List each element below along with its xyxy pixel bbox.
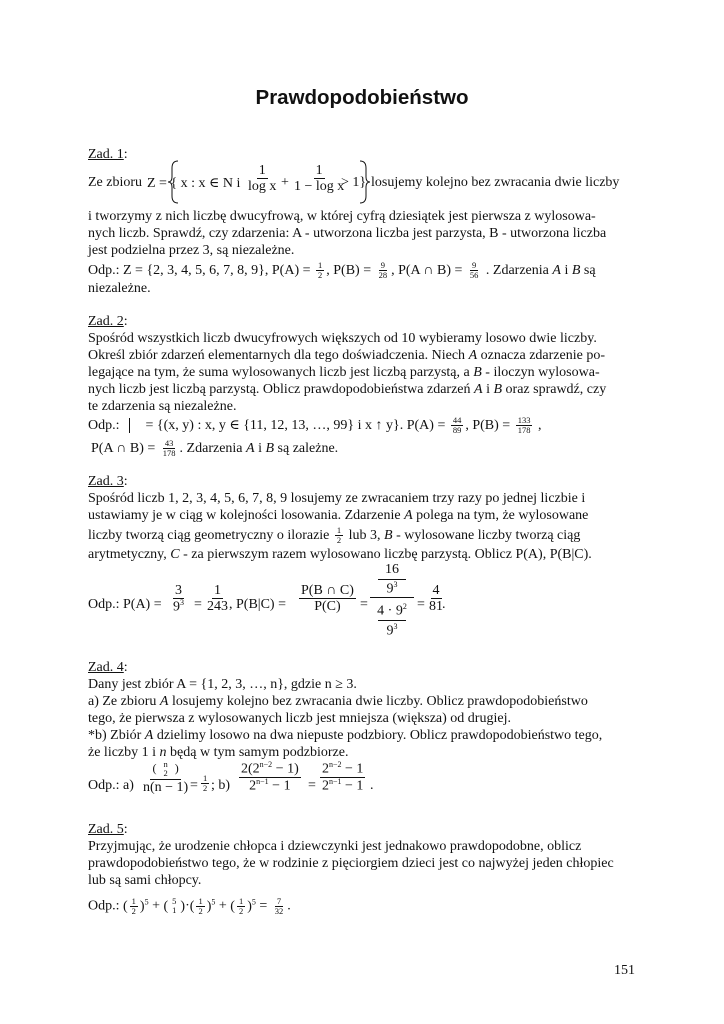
task-4-line-4: *b) Zbiór A dzielimy losowo na dwa niepuste podzbiory. Oblicz prawdopodobieństwo tego, <box>88 728 603 743</box>
page-title: Prawdopodobieństwo <box>255 86 469 109</box>
task-4-heading: Zad. 4: <box>88 660 128 675</box>
task-3-frac-pbc-over-pc: $\frac{P(B \cap C)}{P(C)}$ <box>301 583 354 615</box>
task-5-line-2: prawdopodobieństwo tego, że w rodzinie z pięciorgiem dzieci jest co najwyżej jeden chłopiec <box>88 856 614 871</box>
task-4-line-3: tego, że pierwsza z wylosowanych liczb jest mniejsza (większa) od drugiej. <box>88 711 511 726</box>
task-5-heading: Zad. 5: <box>88 822 128 837</box>
task-2-answer-cont: P(A ∩ B) = $\frac{43}{178}$ . Zdarzenia A i B są zależne. <box>91 438 339 459</box>
task-4-line-1: Dany jest zbiór A = {1, 2, 3, …, n}, gdzie n ≥ 3. <box>88 677 357 692</box>
task-3-frac-3-over-9-cubed: $\frac{3}{9^3}$ <box>173 583 184 616</box>
task-3-line-3: liczby tworzą ciąg geometryczny o ilorazie $\frac{1}{2}$ lub 3, B - wylosowane liczby tworzą ciąg <box>88 525 581 546</box>
task-2-line-5: te zdarzenia są niezależne. <box>88 399 237 414</box>
task-4-label: Zad. 4 <box>88 660 124 675</box>
task-1-gt: > 1} <box>341 175 367 190</box>
task-2-line-4: nych liczb jest liczbą parzystą. Oblicz prawdopodobieństwa zdarzeń A i B oraz sprawdź, czy <box>88 382 607 397</box>
task-4-answer-a-fraction: ( n 2 ) n(n − 1) <box>143 759 189 795</box>
task-2-label: Zad. 2 <box>88 314 124 329</box>
task-5-answer: Odp.: ( $\frac{1}{2}$ )$^5$ + ( 5 1 )·( $\frac{1}{2}$ )$^5$ + ( $\frac{1}{2}$ )$^5$ = $\frac{7}{32}$ . <box>88 895 291 916</box>
task-1-answer: Odp.: Z = {2, 3, 4, 5, 6, 7, 8, 9}, P(A) = $\frac{1}{2}$ , P(B) = $\frac{9}{28}$ , P(A ∩ B) = $\frac{9}{56}$ . Zdarzenia A i B są <box>88 260 596 281</box>
task-3-heading: Zad. 3: <box>88 474 128 489</box>
document-page: Prawdopodobieństwo Zad. 1: Ze zbioru Z = { x : x ∈ N i $\frac{1}{\text{log x}}$ + $\frac{1}{\text{1 − log x}}$ > 1} losujemy kolejno bez zwracania dwie liczby i tworzymy z nich liczbę dwucyfrową, w której cyfrą dziesiątek jest pierwsza z wylosowa- nych liczb. Sprawdź, czy zdarzenia: A - utworzona liczba jest parzysta, B - utworzona liczba jest podzielna przez 3, są niezależne. Odp.: Z = {2, 3, 4, 5, 6, 7, 8, 9}, P(A) = $\frac{1}{2}$ , P(B) = $\frac{9}{28}$ , P(A ∩ B) = $\frac{9}{56}$ . Zdarzenia A i B są niezależne. Zad. 2: Spośród wszystkich liczb dwucyfrowych większych od 10 wybieramy losowo dwie liczby. Określ zbiór zdarzeń elementarnych dla tego doświadczenia. Niech A oznacza zdarzenie po- legające na tym, że suma wylosowanych liczb jest liczbą parzystą, a B - iloczyn wylosowa- nych liczb jest liczbą parzystą. Oblicz prawdopodobieństwa zdarzeń A i B oraz sprawdź, czy te zdarzenia są niezależne. Odp.: = {(x, y) : x, y ∈ {11, 12, 13, …, 99} i x ↑ y}. P(A) = $\frac{44}{89}$ , P(B) = $\frac{133}{178}$ , P(A ∩ B) = $\frac{43}{178}$ . Zdarzenia A i B są zależne. Zad. 3: Spośród liczb 1, 2, 3, 4, 5, 6, 7, 8, 9 losujemy ze zwracaniem trzy razy po jednej liczbie i ustawiamy je w ciąg w kolejności losowania. Zdarzenie A polega na tym, że wylosowane liczby tworzą ciąg geometryczny o ilorazie $\frac{1}{2}$ lub 3, B - wylosowane liczby tworzą ciąg arytmetyczny, C - za pierwszym razem wylosowano liczbę parzystą. Oblicz P(A), P(B|C). Odp.: P(A) = $\frac{3}{9^3}$ = $\frac{1}{243}$ , P(B|C) = $\frac{P(B \cap C)}{P(C)}$ = 16 $9^3$ $4 \cdot 9^2$ $9^3$ = $\frac{4}{81}$ . Zad. 4: Dany jest zbiór A = {1, 2, 3, …, n}, gdzie n ≥ 3. a) Ze zbioru A losujemy kolejno bez zwracania dwie liczby. Oblicz prawdopodobieństwo tego, że pierwsza z wylosowanych liczb jest mniejsza (większa) od drugiej. *b) Zbiór A dzielimy losowo na dwa niepuste podzbiory. Oblicz prawdopodobieństwo tego, że liczby 1 i n będą w tym samym podzbiorze. Odp.: a) ( n 2 ) n(n − 1) = $\frac{1}{2}$ ; b) $\frac{2(2^{n-2} - 1)}{2^{n-1} - 1}$ = $\frac{2^{n-2} - 1}{2^{n-1} - 1}$ . Zad. 5: Przyjmując, że urodzenie chłopca i dziewczynki jest jednakowo prawdopodobne, oblicz prawdopodobieństwo tego, że w rodzinie z pięciorgiem dzieci jest co najwyżej jeden chłopiec lub są sami chłopcy. Odp.: ( $\frac{1}{2}$ )$^5$ + ( 5 1 )·( $\frac{1}{2}$ )$^5$ + ( $\frac{1}{2}$ )$^5$ = $\frac{7}{32}$ . 151 <box>0 0 724 1024</box>
task-1-fraction-1: $\frac{1}{\text{log x}}$ <box>248 163 277 195</box>
task-3-compound-fraction: 16 $9^3$ $4 \cdot 9^2$ $9^3$ <box>370 562 414 642</box>
task-4-line-2: a) Ze zbioru A losujemy kolejno bez zwracania dwie liczby. Oblicz prawdopodobieństwo <box>88 694 588 709</box>
task-2-line-3: legające na tym, że suma wylosowanych liczb jest liczbą parzystą, a B - iloczyn wylosowa- <box>88 365 600 380</box>
task-4-line-5: że liczby 1 i n będą w tym samym podzbiorze. <box>88 745 349 760</box>
left-brace-icon <box>166 160 180 204</box>
omega-symbol-icon <box>129 418 138 433</box>
task-2-heading: Zad. 2: <box>88 314 128 329</box>
task-1-fraction-2: $\frac{1}{\text{1 − log x}}$ <box>294 163 345 195</box>
task-3-line-1: Spośród liczb 1, 2, 3, 4, 5, 6, 7, 8, 9 losujemy ze zwracaniem trzy razy po jednej liczbie i <box>88 491 586 506</box>
task-1-plus: + <box>281 175 289 190</box>
task-4-answer-b-simplified: $\frac{2^{n-2} - 1}{2^{n-1} - 1}$ <box>322 760 364 794</box>
task-3-line-4: arytmetyczny, C - za pierwszym razem wylosowano liczbę parzystą. Oblicz P(A), P(B|C). <box>88 547 592 562</box>
task-1-line-3: nych liczb. Sprawdź, czy zdarzenia: A - utworzona liczba jest parzysta, B - utworzona liczba <box>88 226 607 241</box>
task-2-line-2: Określ zbiór zdarzeń elementarnych dla tego doświadczenia. Niech A oznacza zdarzenie po- <box>88 348 605 363</box>
right-brace-icon <box>358 160 372 204</box>
task-1-answer-cont: niezależne. <box>88 281 151 296</box>
task-4-answer-b-fraction: $\frac{2(2^{n-2} - 1)}{2^{n-1} - 1}$ <box>241 760 299 794</box>
task-3-label: Zad. 3 <box>88 474 124 489</box>
task-1-heading: Zad. 1: <box>88 147 128 162</box>
task-4-half-fraction: $\frac{1}{2}$ <box>203 773 208 794</box>
task-2-answer: Odp.: = {(x, y) : x, y ∈ {11, 12, 13, …, 99} i x ↑ y}. P(A) = $\frac{44}{89}$ , P(B) = $\frac{133}{178}$ , <box>88 415 542 436</box>
task-5-line-3: lub są sami chłopcy. <box>88 873 202 888</box>
task-1-lead: Ze zbioru <box>88 175 143 190</box>
task-1-set-expr: Z = { x : x ∈ N i <box>147 176 241 191</box>
task-3-frac-1-over-243: $\frac{1}{243}$ <box>207 583 228 615</box>
task-1-line-4: jest podzielna przez 3, są niezależne. <box>88 243 295 258</box>
task-5-line-1: Przyjmując, że urodzenie chłopca i dziewczynki jest jednakowo prawdopodobne, oblicz <box>88 839 582 854</box>
page-number: 151 <box>614 963 635 978</box>
task-4-answer-lead: Odp.: a) <box>88 778 134 793</box>
task-1-label: Zad. 1 <box>88 147 124 162</box>
task-1-tail: losujemy kolejno bez zwracania dwie liczby <box>371 175 620 190</box>
task-3-answer-lead: Odp.: P(A) = <box>88 597 162 612</box>
task-2-line-1: Spośród wszystkich liczb dwucyfrowych większych od 10 wybieramy losowo dwie liczby. <box>88 331 597 346</box>
task-1-line-2: i tworzymy z nich liczbę dwucyfrową, w której cyfrą dziesiątek jest pierwsza z wylosowa- <box>88 209 596 224</box>
task-5-label: Zad. 5 <box>88 822 124 837</box>
task-3-line-2: ustawiamy je w ciąg w kolejności losowania. Zdarzenie A polega na tym, że wylosowane <box>88 508 589 523</box>
task-3-frac-4-over-81: $\frac{4}{81}$ <box>429 583 443 615</box>
